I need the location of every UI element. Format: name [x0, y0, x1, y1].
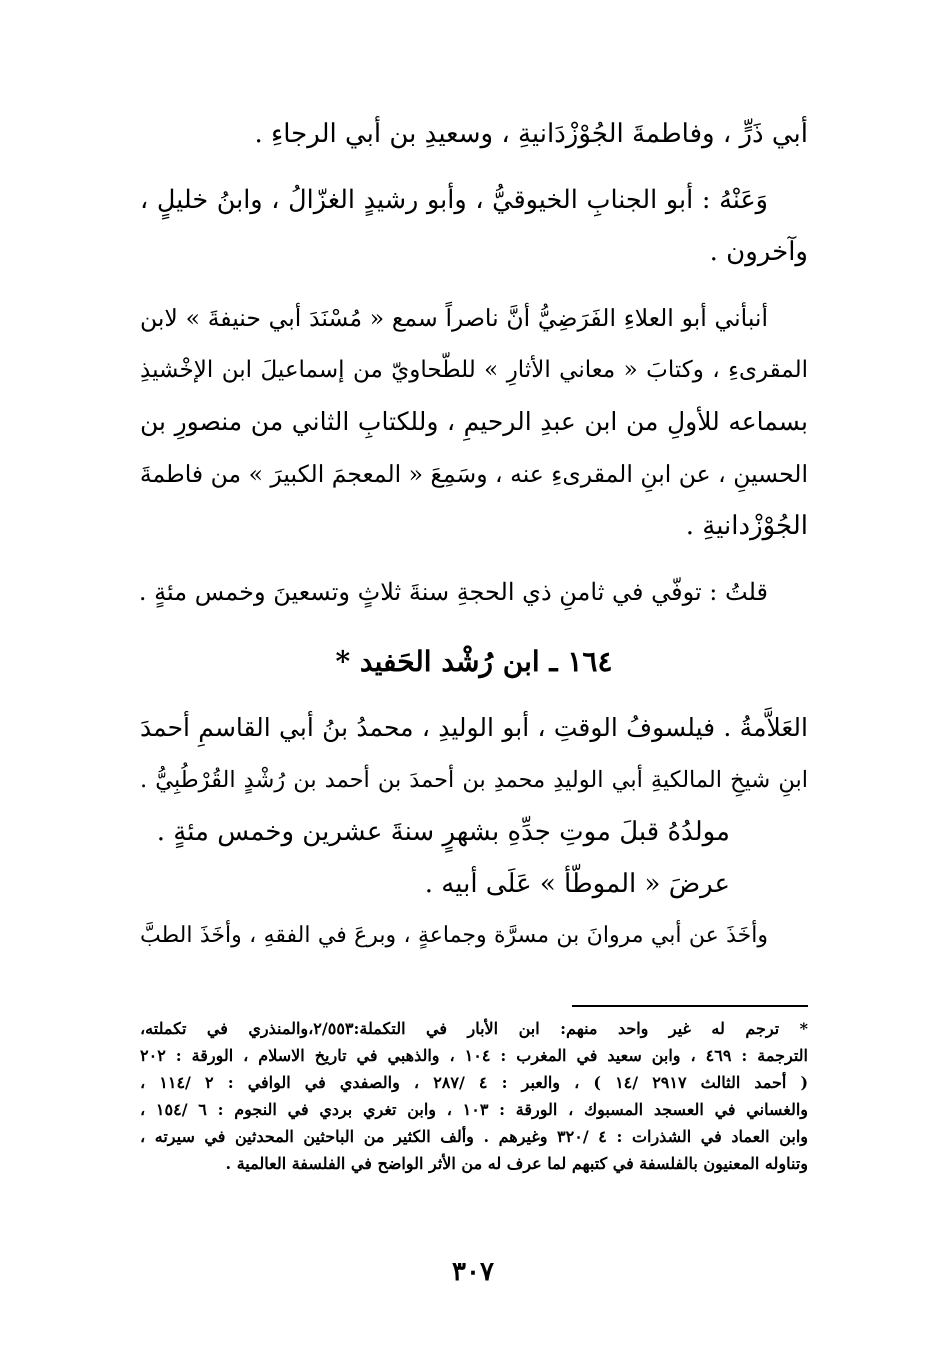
- text-line: قلتُ : توفّي في ثامنِ ذي الحجةِ سنةَ ثلاثٍ وتسعينَ وخمس مئةٍ .: [138, 578, 768, 606]
- main-text: [140, 108, 808, 962]
- text-line: الجُوْزْدانيةِ .: [685, 511, 808, 541]
- text-line: وأخَذَ عن أبي مروانَ بن مسرَّة وجماعةٍ ، وبرعَ في الفقهِ ، وأخَذَ الطبَّ: [140, 923, 768, 948]
- footnote-line: وابن العماد في الشذرات : ٤ /٣٢٠ وغيرهم . وألف الكثير من الباحثين المحدثين في سيرته ،: [140, 1127, 809, 1146]
- footnote-divider: [572, 1005, 808, 1007]
- text-line: مولدُهُ قبلَ موتِ جدِّهِ بشهرٍ سنةَ عشرين وخمس مئةٍ .: [156, 817, 730, 847]
- text-line: العَلاَّمةُ . فيلسوفُ الوقتِ ، أبو الوليدِ ، محمدُ بنُ أبي القاسمِ أحمدَ: [140, 713, 808, 742]
- paragraph: [140, 174, 808, 278]
- text-line: بسماعه للأولِ من ابن عبدِ الرحيمِ ، وللكتابِ الثاني من منصورِ بن: [140, 407, 808, 436]
- paragraph: [140, 108, 808, 160]
- text-line: أنبأني أبو العلاءِ الفَرَضِيُّ أنَّ ناصراً سمع « مُسْنَدَ أبي حنيفةَ » لابن: [140, 304, 768, 332]
- footnote: [140, 1015, 808, 1177]
- text-line: عرضَ « الموطّأ » عَلَى أبيه .: [424, 869, 730, 899]
- text-line: المقرىءِ ، وكتابَ « معاني الأثارِ » للطّحاويّ من إسماعيلَ ابن الإخْشيذِ: [140, 357, 808, 383]
- text-line: الحسينِ ، عن ابنِ المقرىءِ عنه ، وسَمِعَ « المعجمَ الكبيرَ » من فاطمةَ: [139, 460, 808, 488]
- paragraph: [140, 292, 808, 552]
- entry-heading: ١٦٤ ـ ابن رُشْد الحَفيد *: [335, 645, 613, 678]
- text-line: ابنِ شيخِ المالكيةِ أبي الوليدِ محمدِ بن أحمدَ بن أحمد بن رُشْدٍ القُرْطُبِيُّ .: [140, 767, 808, 793]
- page-number: ٣٠٧: [452, 1257, 494, 1287]
- text-line: وآخرون .: [709, 237, 808, 267]
- footnote-line: الترجمة : ٤٦٩ ، وابن سعيد في المغرب : ١٠٤ ، والذهبي في تاريخ الاسلام ، الورقة : ٢٠٢: [140, 1046, 808, 1065]
- text-line: أبي ذَرٍّ ، وفاطمةَ الجُوْزْدَانيةِ ، وسعيدِ بن أبي الرجاءِ .: [254, 119, 808, 149]
- footnote-line: والغساني في العسجد المسبوك ، الورقة : ١٠٣ ، وابن تغري بردي في النجوم : ٦ /١٥٤ ،: [140, 1100, 809, 1119]
- footnote-line: وتناوله المعنيون بالفلسفة في كتبهم لما عرف له من الأثر الواضح في الفلسفة العالمية .: [225, 1154, 808, 1173]
- footnote-line: * ترجم له غير واحد منهم: ابن الأبار في التكملة:٢/٥٥٣،والمنذري في تكملته،: [140, 1019, 808, 1038]
- text-line: وَعَنْهُ : أبو الجنابِ الخيوقيُّ ، وأبو رشيدٍ الغزّالُ ، وابنُ خليلٍ ،: [140, 185, 768, 215]
- entry-text: [140, 702, 808, 962]
- footnote-line: ( أحمد الثالث ٢٩١٧ /١٤ ) ، والعبر : ٤ /٢٨٧ ، والصفدي في الوافي : ٢ /١١٤ ،: [140, 1073, 809, 1092]
- paragraph: [140, 566, 808, 618]
